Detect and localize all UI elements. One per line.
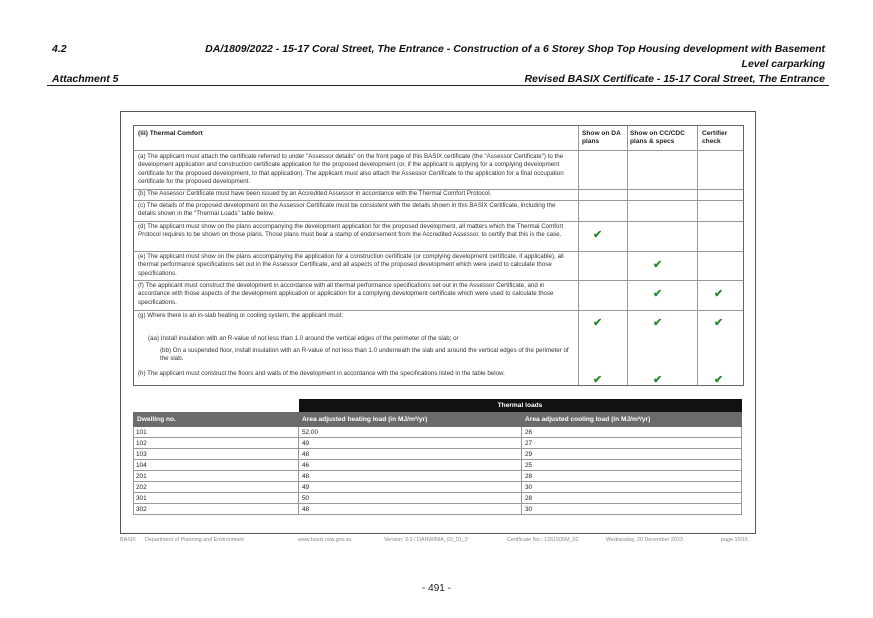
table-row — [133, 504, 742, 515]
thermal-loads-header — [133, 412, 742, 427]
cooling-cell: 26 — [521, 427, 532, 438]
column-divider — [627, 126, 628, 385]
thermal-loads-table — [133, 399, 742, 515]
table-row — [133, 427, 742, 438]
dwelling-cell: 104 — [136, 462, 147, 469]
table-row — [133, 449, 742, 460]
tick-icon: ✔ — [653, 259, 663, 271]
tick-icon: ✔ — [593, 229, 603, 241]
table-row — [133, 460, 742, 471]
clause-d: (d) The applicant must show on the plans accompanying the development application for the proposed development, all matters which the Thermal Comfort Protocol requires to be shown on those plans. Those plans must bear a stamp of endorsement from the Accredited Assessor, to certify that this is the case. — [138, 223, 564, 239]
dwelling-cell: 301 — [136, 495, 147, 502]
thermal-comfort-table — [133, 125, 744, 386]
heating-cell: 49 — [298, 482, 309, 493]
heating-cell: 48 — [298, 471, 309, 482]
cooling-cell: 30 — [521, 504, 532, 515]
clause-b: (b) The Assessor Certificate must have been issued by an Accredited Assessor in accordance with the Thermal Comfort Protocol. — [138, 190, 492, 197]
cooling-cell: 28 — [521, 471, 532, 482]
attachment-label: Attachment 5 — [52, 73, 119, 85]
column-divider — [697, 126, 698, 385]
column-header-da-plans: Show on DA plans — [582, 130, 621, 145]
heating-cell: 48 — [298, 504, 309, 515]
tick-icon: ✔ — [653, 317, 663, 329]
tick-icon: ✔ — [653, 288, 663, 300]
tick-icon: ✔ — [593, 317, 603, 329]
clause-a: (a) The applicant must attach the certificate referred to under "Assessor details" on the front page of this BASIX certificate (the "Assessor Certificate") to the development application and construction certificate application for the proposed development (or, if the applicant is applying for a complying development certificate for the proposed development, to that application). The applicant must also attach the Assessor Certificate to the application for a final occupation certificate for the proposed development. — [138, 153, 564, 185]
heating-cell: 50 — [298, 493, 309, 504]
column-header-certifier: Certifier check — [702, 130, 728, 145]
table-row-divider — [134, 150, 743, 151]
tick-icon: ✔ — [714, 374, 724, 386]
cooling-cell: 30 — [521, 482, 532, 493]
cooling-cell: 27 — [521, 438, 532, 449]
cooling-cell: 29 — [521, 449, 532, 460]
dwelling-cell: 103 — [136, 451, 147, 458]
agenda-item-number: 4.2 — [52, 43, 67, 55]
table-row — [133, 482, 742, 493]
dwelling-cell: 101 — [136, 429, 147, 436]
dwelling-cell: 302 — [136, 506, 147, 513]
footer-version: Version: 3.0 / DARWINIA_03_01_0 — [384, 537, 468, 543]
tick-icon: ✔ — [714, 288, 724, 300]
clause-h: (h) The applicant must construct the floors and walls of the development in accordance with the specifications listed in the table below. — [138, 370, 505, 377]
dwelling-cell: 202 — [136, 484, 147, 491]
column-divider — [578, 126, 579, 385]
footer-date: Wednesday, 20 December 2023 — [606, 537, 683, 543]
tick-icon: ✔ — [714, 317, 724, 329]
footer-basix: BASIX — [120, 537, 136, 543]
table-row — [133, 471, 742, 482]
tick-icon: ✔ — [653, 374, 663, 386]
dwelling-cell: 102 — [136, 440, 147, 447]
title-bar-spacer — [133, 399, 299, 412]
table-row-divider — [134, 310, 743, 311]
thermal-loads-title-bar — [133, 399, 742, 412]
clause-g: (g) Where there is an in-slab heating or cooling system, the applicant must: — [138, 312, 344, 319]
header-heating-load: Area adjusted heating load (in MJ/m²/yr) — [302, 416, 428, 423]
table-row-divider — [134, 280, 743, 281]
document-title: DA/1809/2022 - 15-17 Coral Street, The Entrance - Construction of a 6 Storey Shop Top Housing development with Basement Level carparking — [205, 43, 825, 70]
document-subtitle: Revised BASIX Certificate - 15-17 Coral Street, The Entrance — [524, 73, 825, 85]
heating-cell: 52.00 — [298, 427, 318, 438]
tick-icon: ✔ — [593, 374, 603, 386]
header-cooling-load: Area adjusted cooling load (in MJ/m²/yr) — [525, 416, 651, 423]
section-heading: (iii) Thermal Comfort — [138, 130, 203, 137]
thermal-loads-title: Thermal loads — [497, 402, 543, 409]
table-row — [133, 438, 742, 449]
table-row-divider — [134, 200, 743, 201]
table-row-divider — [134, 221, 743, 222]
heating-cell: 49 — [298, 438, 309, 449]
footer-page: page 10/16 — [721, 537, 748, 543]
clause-g-aa: (aa) Install insulation with an R-value of not less than 1.0 around the vertical edges of the perimeter of the slab; or — [148, 335, 459, 342]
table-row — [133, 493, 742, 504]
footer-certificate-number: Certificate No.: 1261506M_02 — [507, 537, 579, 543]
dwelling-cell: 201 — [136, 473, 147, 480]
heating-cell: 46 — [298, 460, 309, 471]
table-row-divider — [134, 251, 743, 252]
clause-e: (e) The applicant must show on the plans accompanying the application for a construction certificate (or complying development certificate, if applicable), all thermal performance specifications set out in the Assessor Certificate, and all aspects of the proposed development which were used to calculate those specifications. — [138, 253, 564, 277]
cooling-cell: 28 — [521, 493, 532, 504]
clause-g-bb: (bb) On a suspended floor, install insulation with an R-value of not less than 1.0 underneath the slab and around the vertical edges of the perimeter of the slab. — [160, 347, 569, 363]
header-dwelling: Dwelling no. — [137, 416, 176, 423]
clause-c: (c) The details of the proposed development on the Assessor Certificate must be consistent with the details shown in this BASIX Certificate, including the details shown in the "Thermal Loads" table below. — [138, 202, 556, 218]
column-header-cc-plans: Show on CC/CDC plans & specs — [630, 130, 685, 145]
heating-cell: 48 — [298, 449, 309, 460]
cooling-cell: 25 — [521, 460, 532, 471]
header-divider — [47, 85, 829, 86]
footer-url: www.basix.nsw.gov.au — [298, 537, 352, 543]
clause-f: (f) The applicant must construct the development in accordance with all thermal performance specifications set out in the Assessor Certificate, and in accordance with those aspects of the development application or application for a complying development certificate which were used to calculate those specifications. — [138, 282, 554, 306]
footer-department: Department of Planning and Environment — [145, 537, 244, 543]
page-number: - 491 - — [422, 583, 451, 594]
